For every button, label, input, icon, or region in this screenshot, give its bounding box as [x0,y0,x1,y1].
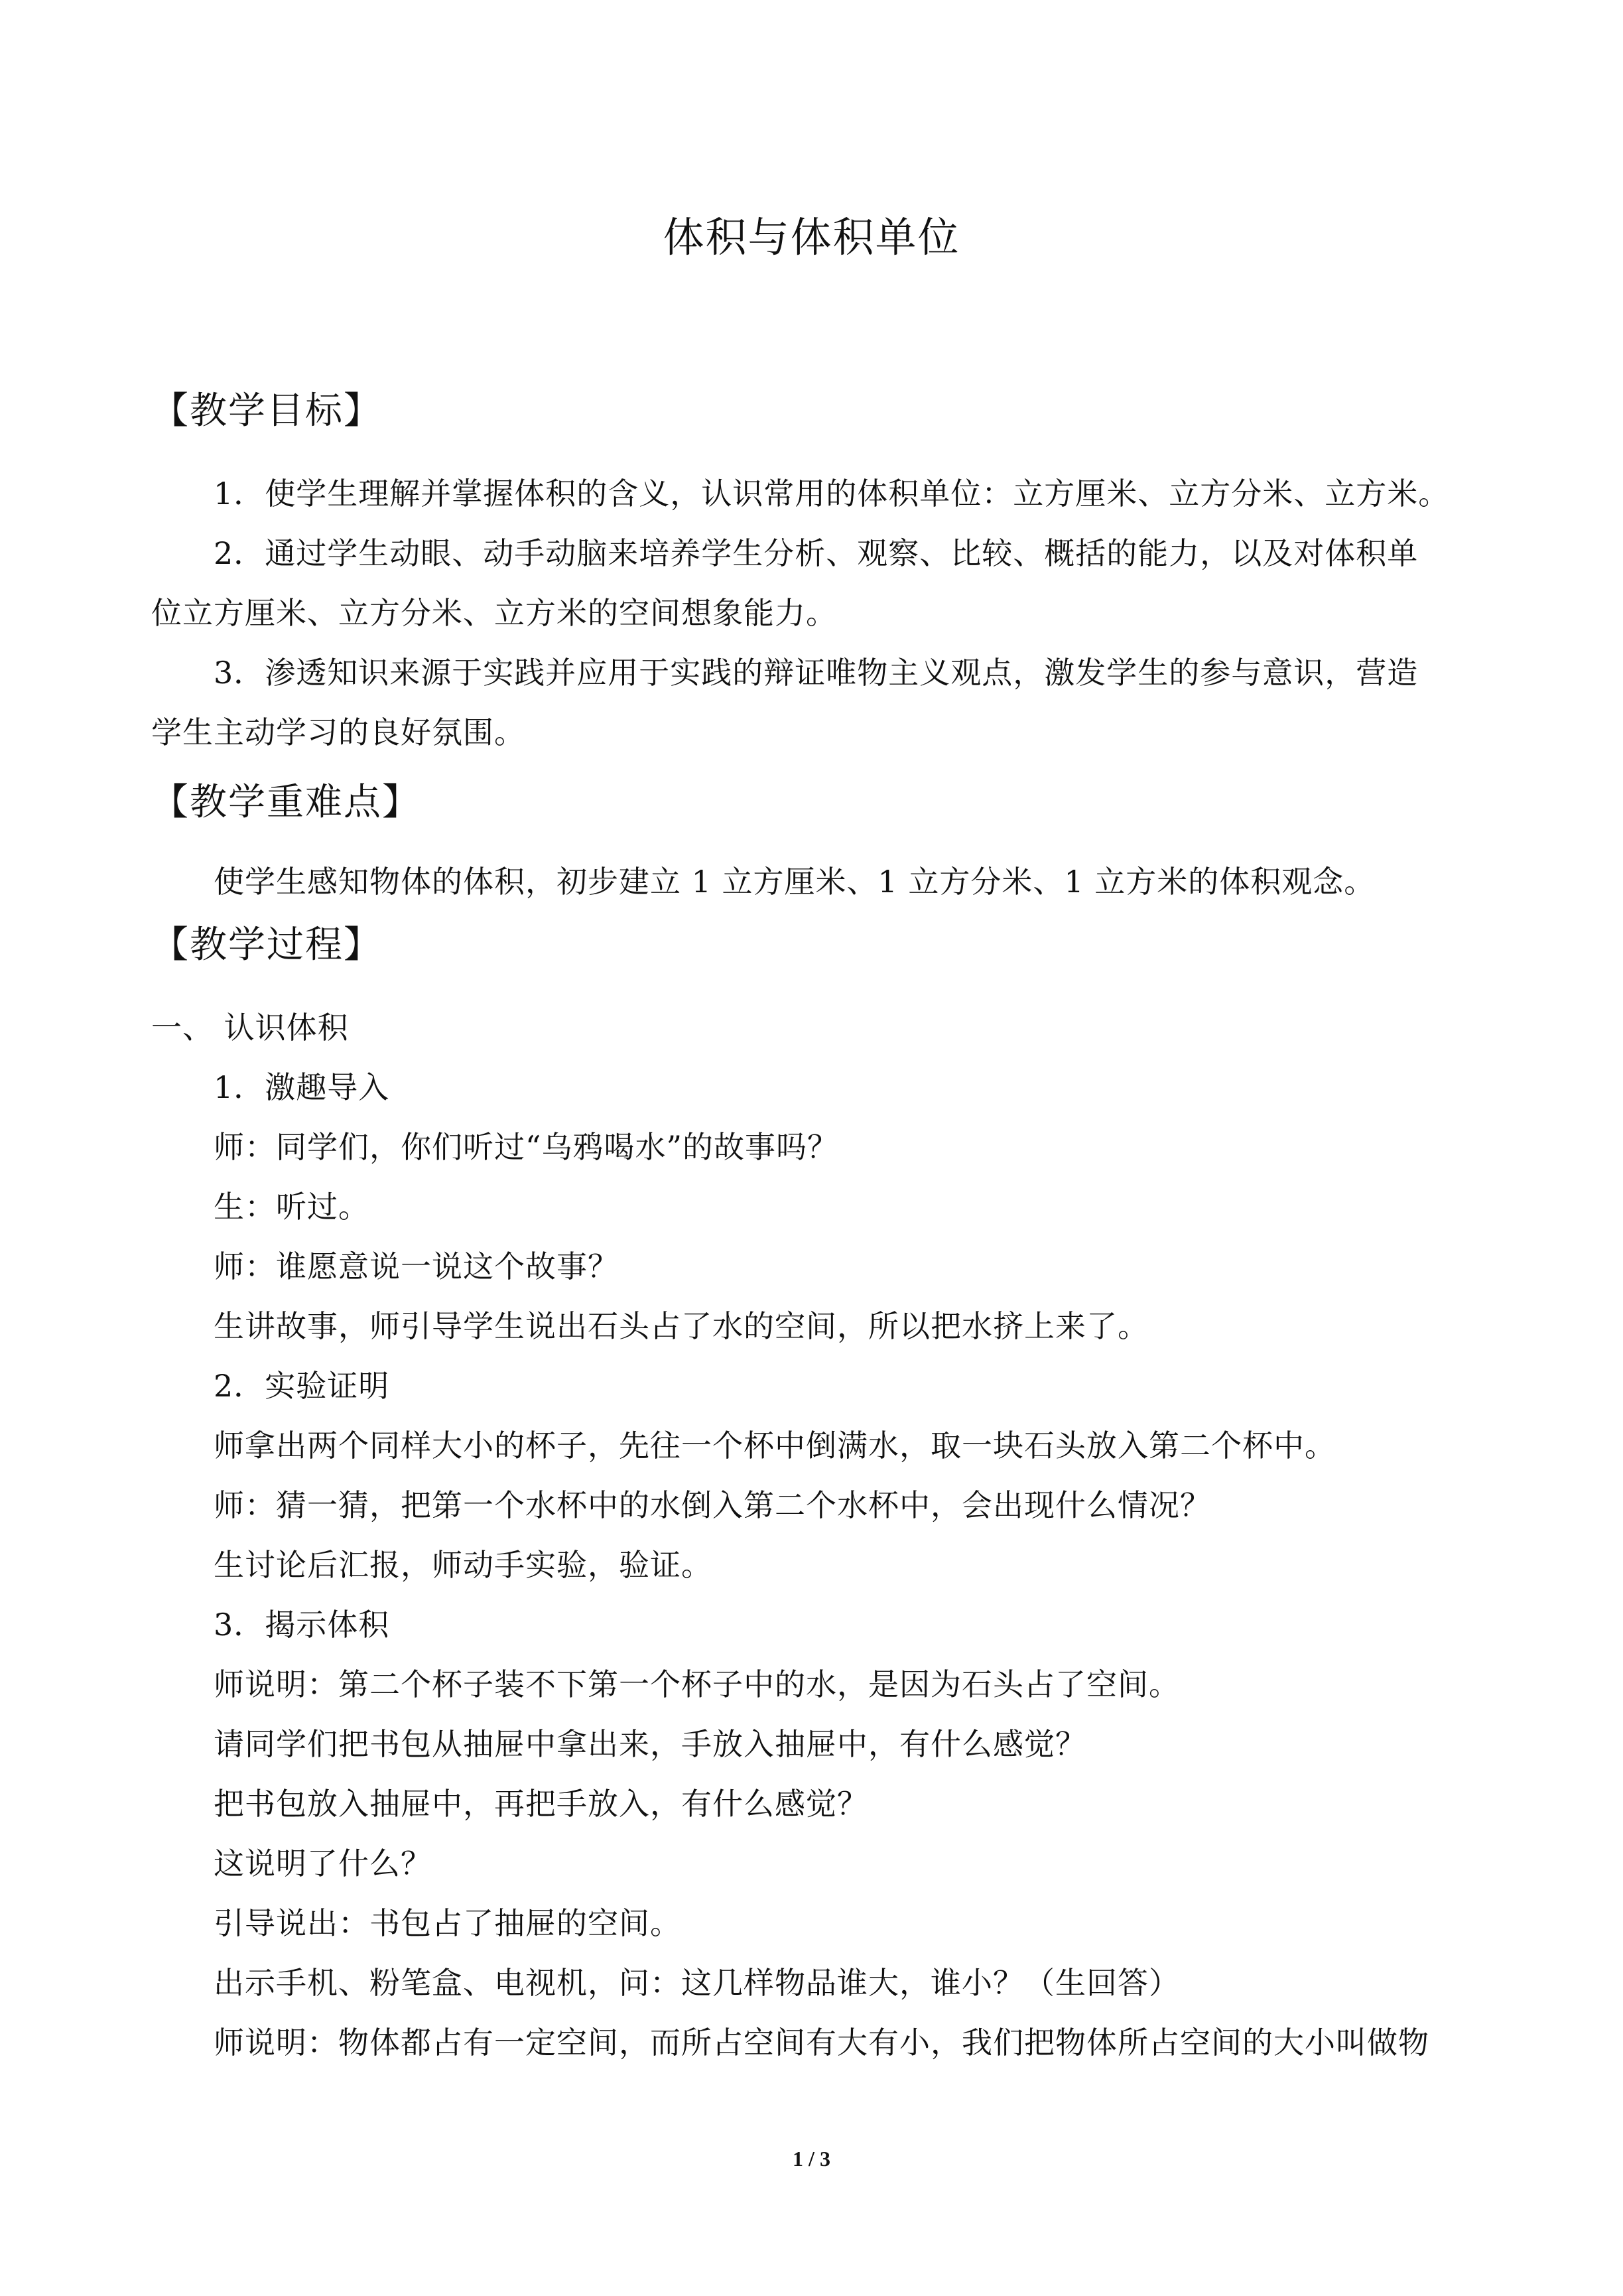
objective-line: 3．渗透知识来源于实践并应用于实践的辩证唯物主义观点，激发学生的参与意识，营造 [214,655,1419,691]
process-subheading: 一、 认识体积 [151,1010,349,1046]
process-line: 把书包放入抽屉中，再把手放入，有什么感觉？ [214,1786,868,1822]
process-line: 师说明：第二个杯子装不下第一个杯子中的水，是因为石头占了空间。 [214,1666,1180,1702]
process-line: 师：谁愿意说一说这个故事？ [214,1249,619,1284]
objective-line: 1．使学生理解并掌握体积的含义，认识常用的体积单位：立方厘米、立方分米、立方米。 [214,476,1450,511]
objective-line: 2．通过学生动眼、动手动脑来培养学生分析、观察、比较、概括的能力，以及对体积单 [214,535,1419,571]
section-heading-keypoints: 【教学重难点】 [151,781,421,824]
process-line: 生讲故事，师引导学生说出石头占了水的空间，所以把水挤上来了。 [214,1308,1149,1344]
process-line: 师说明：物体都占有一定空间，而所占空间有大有小，我们把物体所占空间的大小叫做物 [214,2025,1429,2060]
process-line: 出示手机、粉笔盒、电视机，问：这几样物品谁大，谁小？（生回答） [214,1965,1180,2001]
process-line: 引导说出：书包占了抽屉的空间。 [214,1905,681,1941]
process-step-title: 2．实验证明 [214,1368,390,1404]
objective-line: 学生主动学习的良好氛围。 [151,714,525,750]
objective-line: 位立方厘米、立方分米、立方米的空间想象能力。 [151,595,837,631]
process-line: 请同学们把书包从抽屉中拿出来，手放入抽屉中，有什么感觉？ [214,1726,1086,1762]
page-number: 1 / 3 [793,2147,830,2171]
process-line: 师：同学们，你们听过“乌鸦喝水”的故事吗？ [214,1129,839,1165]
section-heading-process: 【教学过程】 [151,923,382,967]
process-step-title: 3．揭示体积 [214,1607,390,1643]
process-line: 生讨论后汇报，师动手实验，验证。 [214,1547,712,1583]
process-line: 师拿出两个同样大小的杯子，先往一个杯中倒满水，取一块石头放入第二个杯中。 [214,1428,1336,1463]
section-heading-objectives: 【教学目标】 [151,389,382,433]
process-line: 师：猜一猜，把第一个水杯中的水倒入第二个水杯中，会出现什么情况？ [214,1487,1211,1523]
keypoints-text: 使学生感知物体的体积，初步建立 1 立方厘米、1 立方分米、1 立方米的体积观念。 [214,864,1376,900]
process-line: 生：听过。 [214,1189,369,1225]
document-title: 体积与体积单位 [663,213,960,261]
process-step-title: 1．激趣导入 [214,1069,390,1105]
process-line: 这说明了什么？ [214,1846,432,1881]
